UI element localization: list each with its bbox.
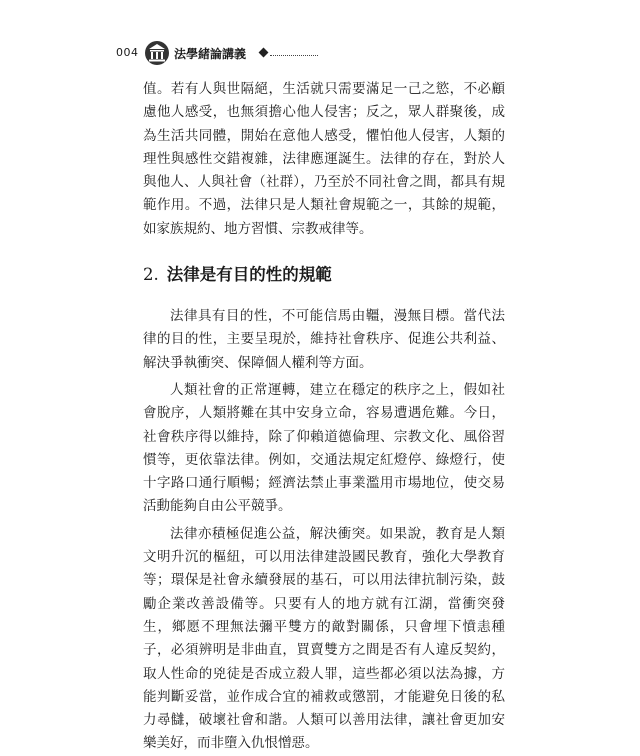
section-heading — [143, 264, 505, 286]
section-number: 2. — [143, 265, 159, 285]
running-header — [116, 40, 276, 68]
page-number: 004 — [116, 46, 139, 59]
pillar-emblem-icon — [144, 40, 170, 66]
dotted-rule — [270, 55, 318, 56]
page-body — [143, 78, 505, 756]
section-title: 法律是有目的性的規範 — [166, 265, 332, 285]
body-paragraph: 法律具有目的性，不可能信馬由韁，漫無目標。當代法律的目的性，主要呈現於，維持社會秩序、促進公共利益、解決爭執衝突、保障個人權利等方面。 — [143, 308, 505, 371]
book-title: 法學緒論講義 — [174, 47, 247, 61]
body-paragraph: 法律亦積極促進公益，解決衝突。如果說，教育是人類文明升沉的樞紐，可以用法律建設國民教育，強化大學教育等；環保是社會永續發展的基石，可以用法律抗制污染，鼓勵企業改善設備等。只要有人的地方就有江湖，當衝突發生，鄉愿不理無法彌平雙方的敵對關係，只會埋下憤恚種子，必須辨明是非曲直，買賣雙方之間是否有人違反契約，取人性命的兇徒是否成立殺人罪，這些都必須以法為據，方能判斷妥當，並作成合宜的補救或懲罰，才能避免日後的私力尋讎，破壞社會和諧。人類可以善用法律，讓社會更加安樂美好，而非墮入仇恨憎惡。 — [143, 525, 505, 752]
body-paragraph: 人類社會的正常運轉，建立在穩定的秩序之上，假如社會脫序，人類將難在其中安身立命，容易遭遇危難。今日，社會秩序得以維持，除了仰賴道德倫理、宗教文化、風俗習慣等，更依靠法律。例如，交通法規定紅燈停、綠燈行，使十字路口通行順暢；經濟法禁止事業濫用市場地位，使交易活動能夠自由公平競爭。 — [143, 381, 505, 515]
intro-paragraph: 值。若有人與世隔絕，生活就只需要滿足一己之慾，不必顧慮他人感受，也無須擔心他人侵害；反之，眾人群聚後，成為生活共同體，開始在意他人感受，懼怕他人侵害，人類的理性與感性交錯複雜，法律應運誕生。法律的存在，對於人與他人、人與社會（社群），乃至於不同社會之間，都具有規範作用。不過，法律只是人類社會規範之一，其餘的規範，如家族規約、地方習慣、宗教戒律等。 — [143, 81, 505, 237]
diamond-ornament-icon — [259, 48, 269, 58]
